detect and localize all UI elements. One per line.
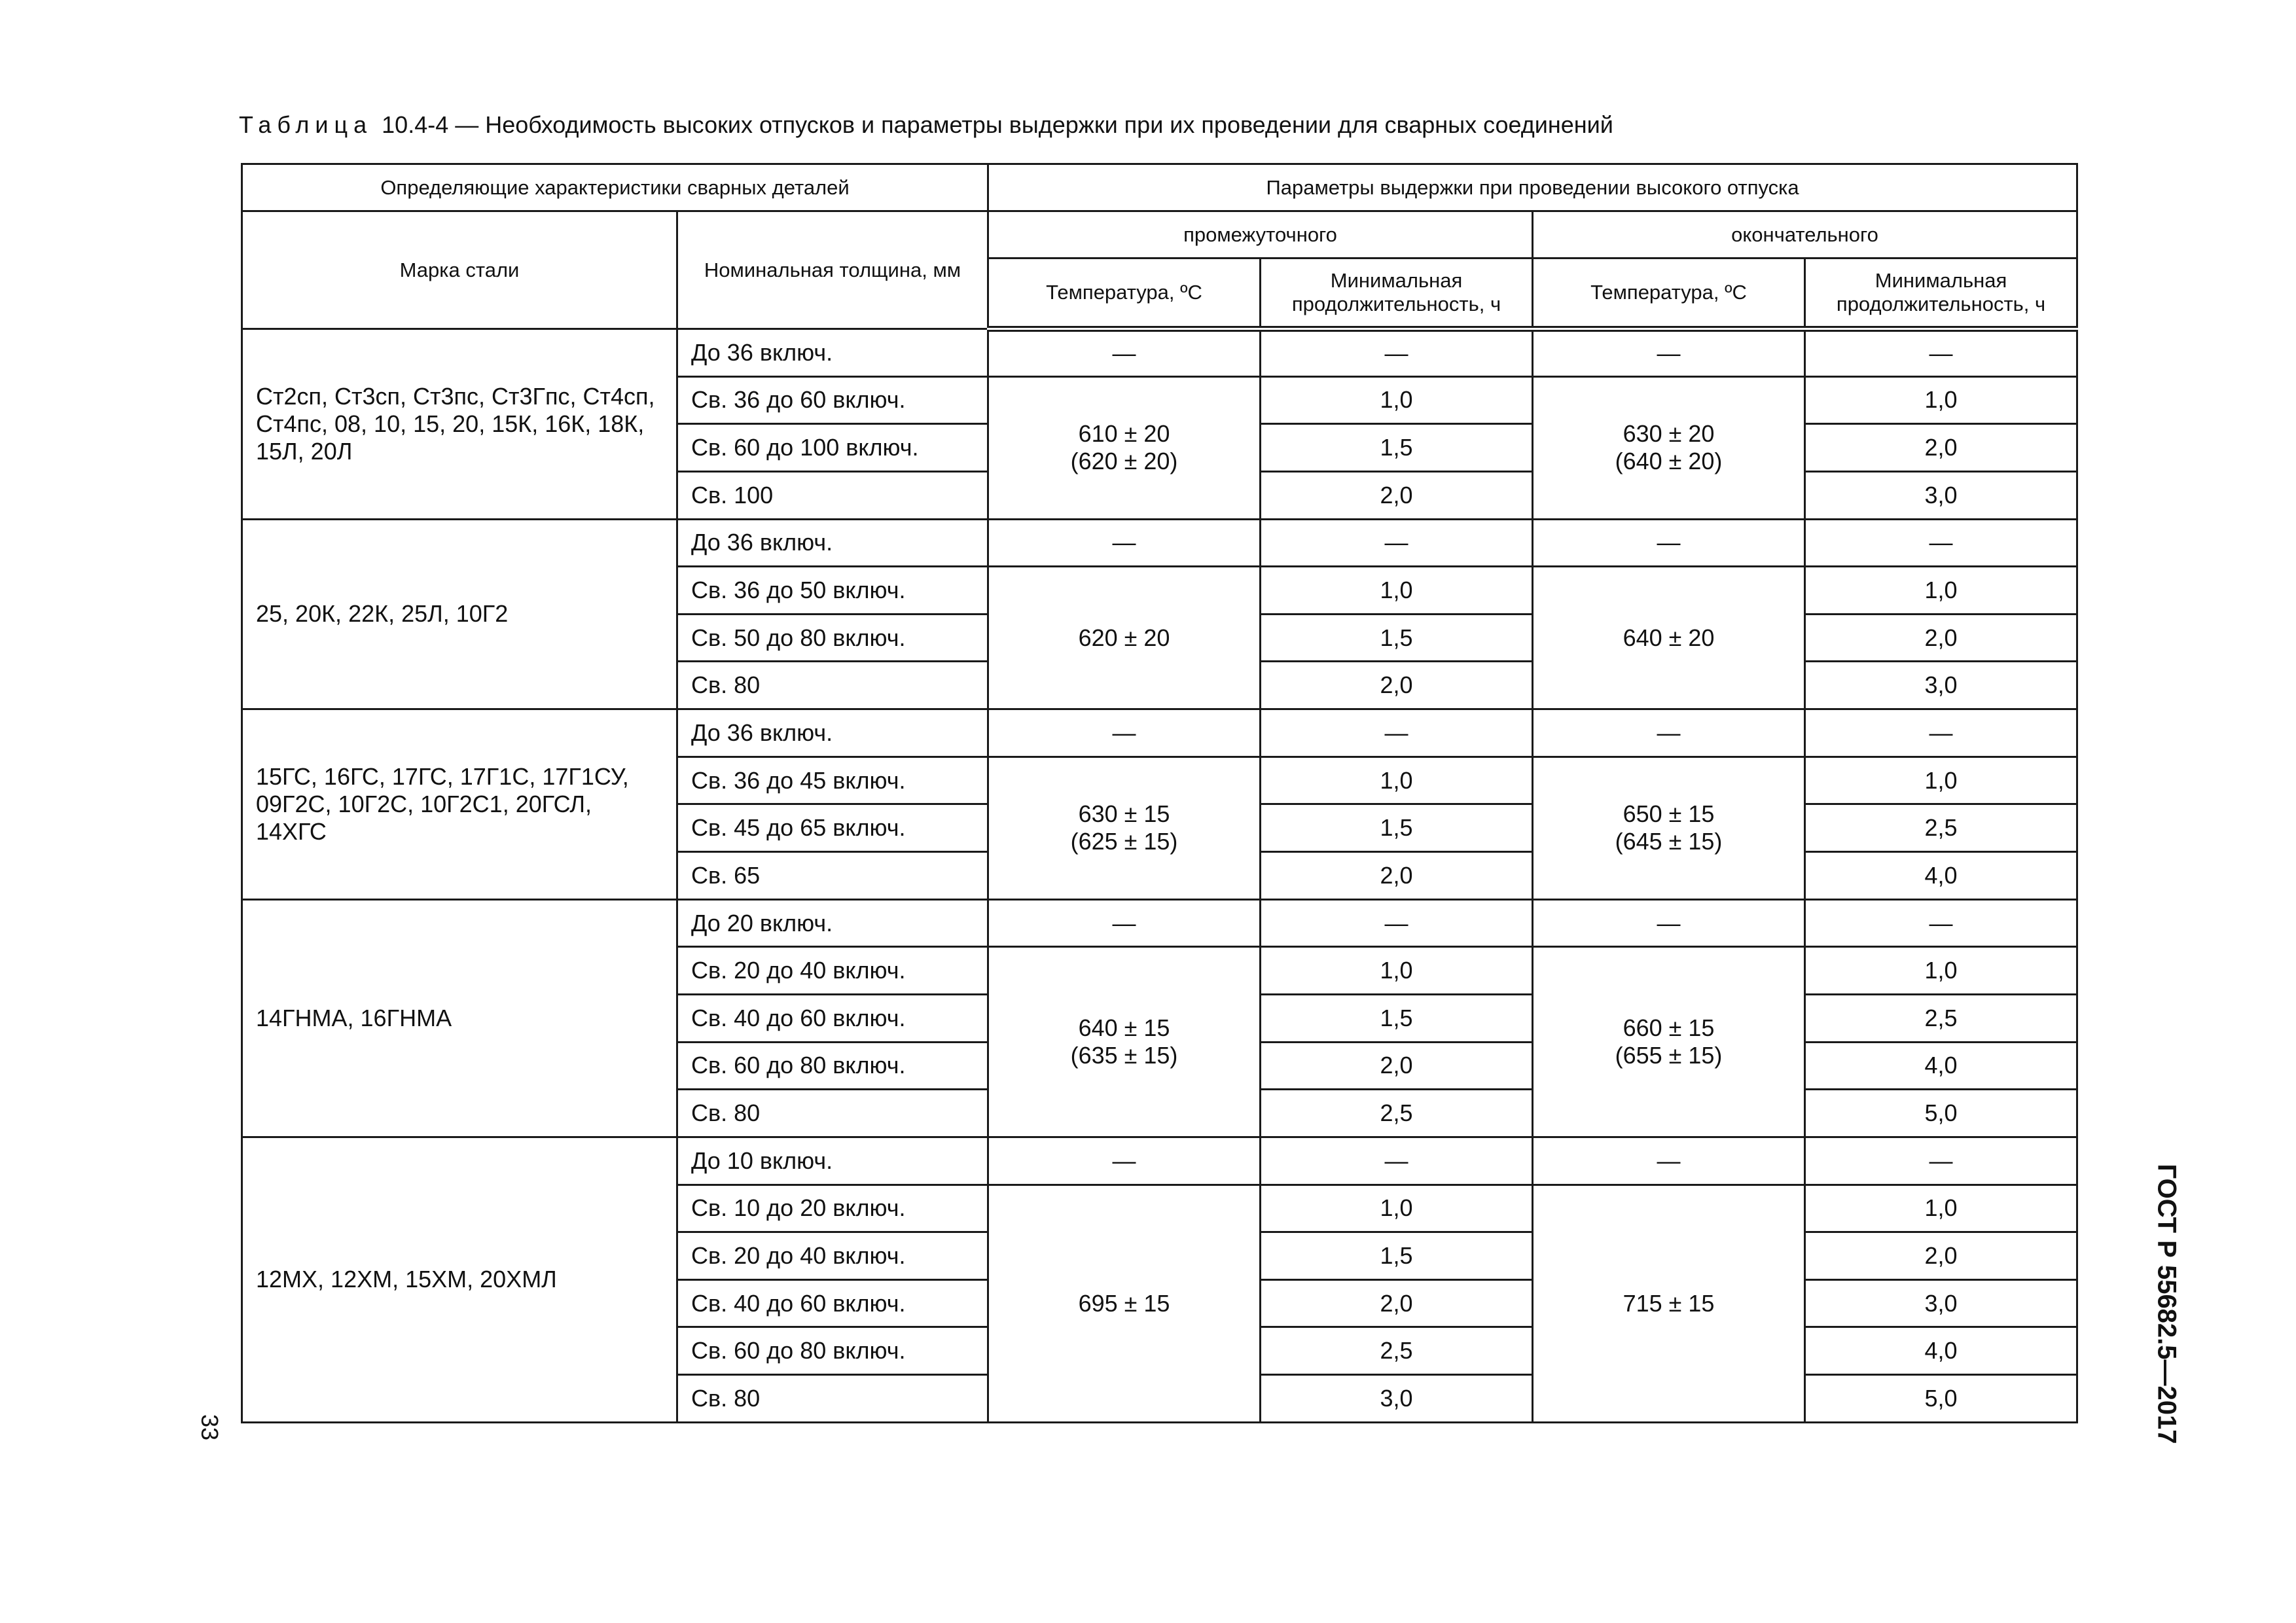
- intermediate-duration-cell: 1,5: [1261, 994, 1533, 1042]
- final-duration-cell: 4,0: [1805, 1042, 2077, 1090]
- steel-grade-cell: 25, 20К, 22К, 25Л, 10Г2: [242, 519, 677, 709]
- thickness-cell: Св. 60 до 80 включ.: [677, 1042, 988, 1090]
- header-group-characteristics: Определяющие характеристики сварных деталей: [242, 164, 988, 211]
- final-temp-cell-line: (655 ± 15): [1615, 1042, 1723, 1069]
- intermediate-duration-cell: 2,0: [1261, 471, 1533, 519]
- thickness-cell: Св. 20 до 40 включ.: [677, 1232, 988, 1280]
- final-temp-cell-line: 715 ± 15: [1623, 1289, 1715, 1317]
- table-row: [242, 519, 2077, 567]
- final-duration-cell: —: [1805, 329, 2077, 377]
- thickness-cell: Св. 80: [677, 1375, 988, 1423]
- final-duration-cell: 1,0: [1805, 757, 2077, 804]
- steel-grade-cell: 15ГС, 16ГС, 17ГС, 17Г1С, 17Г1СУ, 09Г2С, 10Г2С, 10Г2С1, 20ГСЛ, 14ХГС: [242, 709, 677, 900]
- intermediate-temp-cell: [988, 947, 1261, 1137]
- final-duration-cell: 1,0: [1805, 567, 2077, 615]
- final-duration-cell: 2,5: [1805, 994, 2077, 1042]
- intermediate-duration-cell: —: [1261, 1137, 1533, 1185]
- final-temp-cell: [1533, 757, 1805, 899]
- table-caption: [239, 111, 1613, 139]
- intermediate-temp-cell: [988, 376, 1261, 519]
- final-duration-cell: 2,0: [1805, 424, 2077, 472]
- intermediate-temp-cell: —: [988, 519, 1261, 567]
- final-duration-cell: 5,0: [1805, 1375, 2077, 1423]
- intermediate-temp-cell: —: [988, 899, 1261, 947]
- intermediate-duration-cell: 2,0: [1261, 662, 1533, 709]
- header-thickness: Номинальная толщина, мм: [677, 211, 988, 329]
- final-duration-cell: —: [1805, 899, 2077, 947]
- thickness-cell: До 10 включ.: [677, 1137, 988, 1185]
- final-temp-cell: —: [1533, 329, 1805, 377]
- intermediate-temp-cell-line: (635 ± 15): [1070, 1042, 1178, 1069]
- final-duration-cell: 3,0: [1805, 1279, 2077, 1327]
- table-row: [242, 329, 2077, 377]
- intermediate-duration-cell: 1,0: [1261, 947, 1533, 995]
- intermediate-duration-cell: 1,0: [1261, 1185, 1533, 1232]
- thickness-cell: Св. 36 до 50 включ.: [677, 567, 988, 615]
- steel-grade-cell: 12МХ, 12ХМ, 15ХМ, 20ХМЛ: [242, 1137, 677, 1422]
- intermediate-temp-cell: [988, 1185, 1261, 1422]
- final-duration-cell: —: [1805, 519, 2077, 567]
- intermediate-temp-cell-line: 610 ± 20: [1078, 420, 1170, 448]
- intermediate-duration-cell: 1,5: [1261, 804, 1533, 852]
- intermediate-duration-cell: 1,0: [1261, 757, 1533, 804]
- intermediate-duration-cell: —: [1261, 709, 1533, 757]
- thickness-cell: До 36 включ.: [677, 519, 988, 567]
- final-temp-cell-line: 640 ± 20: [1623, 624, 1715, 651]
- thickness-cell: Св. 40 до 60 включ.: [677, 994, 988, 1042]
- intermediate-temp-cell: —: [988, 709, 1261, 757]
- intermediate-duration-cell: 3,0: [1261, 1375, 1533, 1423]
- final-temp-cell: —: [1533, 899, 1805, 947]
- intermediate-temp-cell-line: 695 ± 15: [1078, 1289, 1170, 1317]
- table-header: [242, 164, 2077, 329]
- intermediate-duration-cell: 1,5: [1261, 614, 1533, 662]
- final-duration-cell: 3,0: [1805, 662, 2077, 709]
- thickness-cell: Св. 80: [677, 1090, 988, 1137]
- intermediate-temp-cell: —: [988, 1137, 1261, 1185]
- thickness-cell: Св. 60 до 80 включ.: [677, 1327, 988, 1375]
- intermediate-duration-cell: —: [1261, 329, 1533, 377]
- final-temp-cell-line: 650 ± 15: [1623, 800, 1715, 828]
- intermediate-temp-cell-line: (620 ± 20): [1070, 448, 1178, 475]
- intermediate-temp-cell-line: 640 ± 15: [1078, 1014, 1170, 1042]
- header-final: окончательного: [1533, 211, 2077, 259]
- intermediate-duration-cell: 2,5: [1261, 1327, 1533, 1375]
- final-duration-cell: 1,0: [1805, 947, 2077, 995]
- table-caption-prefix: Таблица: [239, 111, 373, 138]
- intermediate-temp-cell: [988, 567, 1261, 709]
- thickness-cell: До 36 включ.: [677, 709, 988, 757]
- intermediate-duration-cell: 1,0: [1261, 376, 1533, 424]
- final-duration-cell: 3,0: [1805, 471, 2077, 519]
- final-duration-cell: —: [1805, 709, 2077, 757]
- final-temp-cell-line: (645 ± 15): [1615, 828, 1723, 855]
- table-row: [242, 709, 2077, 757]
- final-duration-cell: 2,0: [1805, 614, 2077, 662]
- intermediate-duration-cell: 1,5: [1261, 424, 1533, 472]
- intermediate-temp-cell: —: [988, 329, 1261, 377]
- header-final-temperature: Температура, ºС: [1533, 259, 1805, 329]
- intermediate-duration-cell: 2,0: [1261, 1279, 1533, 1327]
- thickness-cell: Св. 80: [677, 662, 988, 709]
- thickness-cell: До 36 включ.: [677, 329, 988, 377]
- final-duration-cell: 2,0: [1805, 1232, 2077, 1280]
- steel-grade-cell: Ст2сп, Ст3сп, Ст3пс, Ст3Гпс, Ст4сп, Ст4пс, 08, 10, 15, 20, 15К, 16К, 18К, 15Л, 20Л: [242, 329, 677, 520]
- final-temp-cell: [1533, 1185, 1805, 1422]
- intermediate-duration-cell: 2,5: [1261, 1090, 1533, 1137]
- thickness-cell: Св. 20 до 40 включ.: [677, 947, 988, 995]
- final-temp-cell: [1533, 947, 1805, 1137]
- thickness-cell: Св. 100: [677, 471, 988, 519]
- final-temp-cell: [1533, 376, 1805, 519]
- final-duration-cell: 5,0: [1805, 1090, 2077, 1137]
- intermediate-temp-cell: [988, 757, 1261, 899]
- header-intermediate-temperature: Температура, ºС: [988, 259, 1261, 329]
- table-body: [242, 329, 2077, 1423]
- table-row: [242, 1137, 2077, 1185]
- final-temp-cell: —: [1533, 519, 1805, 567]
- tempering-table: [241, 163, 2078, 1423]
- thickness-cell: Св. 36 до 45 включ.: [677, 757, 988, 804]
- final-duration-cell: 4,0: [1805, 852, 2077, 900]
- thickness-cell: Св. 50 до 80 включ.: [677, 614, 988, 662]
- table-caption-text: 10.4-4 — Необходимость высоких отпусков и параметры выдержки при их проведении для сварных соединений: [382, 111, 1613, 138]
- intermediate-duration-cell: 1,0: [1261, 567, 1533, 615]
- final-temp-cell-line: (640 ± 20): [1615, 448, 1723, 475]
- standard-code: ГОСТ Р 55682.5—2017: [2152, 1164, 2181, 1444]
- final-duration-cell: 1,0: [1805, 376, 2077, 424]
- header-final-duration: Минимальная продолжительность, ч: [1805, 259, 2077, 329]
- final-duration-cell: —: [1805, 1137, 2077, 1185]
- intermediate-temp-cell-line: (625 ± 15): [1070, 828, 1178, 855]
- final-duration-cell: 2,5: [1805, 804, 2077, 852]
- thickness-cell: Св. 10 до 20 включ.: [677, 1185, 988, 1232]
- final-temp-cell-line: 660 ± 15: [1623, 1014, 1715, 1042]
- thickness-cell: Св. 60 до 100 включ.: [677, 424, 988, 472]
- intermediate-temp-cell-line: 620 ± 20: [1078, 624, 1170, 651]
- thickness-cell: До 20 включ.: [677, 899, 988, 947]
- intermediate-temp-cell-line: 630 ± 15: [1078, 800, 1170, 828]
- final-duration-cell: 4,0: [1805, 1327, 2077, 1375]
- intermediate-duration-cell: 1,5: [1261, 1232, 1533, 1280]
- thickness-cell: Св. 65: [677, 852, 988, 900]
- intermediate-duration-cell: 2,0: [1261, 852, 1533, 900]
- page-number: 33: [196, 1414, 224, 1441]
- thickness-cell: Св. 36 до 60 включ.: [677, 376, 988, 424]
- final-temp-cell: —: [1533, 1137, 1805, 1185]
- intermediate-duration-cell: 2,0: [1261, 1042, 1533, 1090]
- final-temp-cell: [1533, 567, 1805, 709]
- header-steel-grade: Марка стали: [242, 211, 677, 329]
- thickness-cell: Св. 40 до 60 включ.: [677, 1279, 988, 1327]
- steel-grade-cell: 14ГНМА, 16ГНМА: [242, 899, 677, 1137]
- header-intermediate: промежуточного: [988, 211, 1533, 259]
- intermediate-duration-cell: —: [1261, 519, 1533, 567]
- intermediate-duration-cell: —: [1261, 899, 1533, 947]
- thickness-cell: Св. 45 до 65 включ.: [677, 804, 988, 852]
- final-temp-cell: —: [1533, 709, 1805, 757]
- final-duration-cell: 1,0: [1805, 1185, 2077, 1232]
- header-intermediate-duration: Минимальная продолжительность, ч: [1261, 259, 1533, 329]
- header-group-parameters: Параметры выдержки при проведении высокого отпуска: [988, 164, 2077, 211]
- table-row: [242, 899, 2077, 947]
- final-temp-cell-line: 630 ± 20: [1623, 420, 1715, 448]
